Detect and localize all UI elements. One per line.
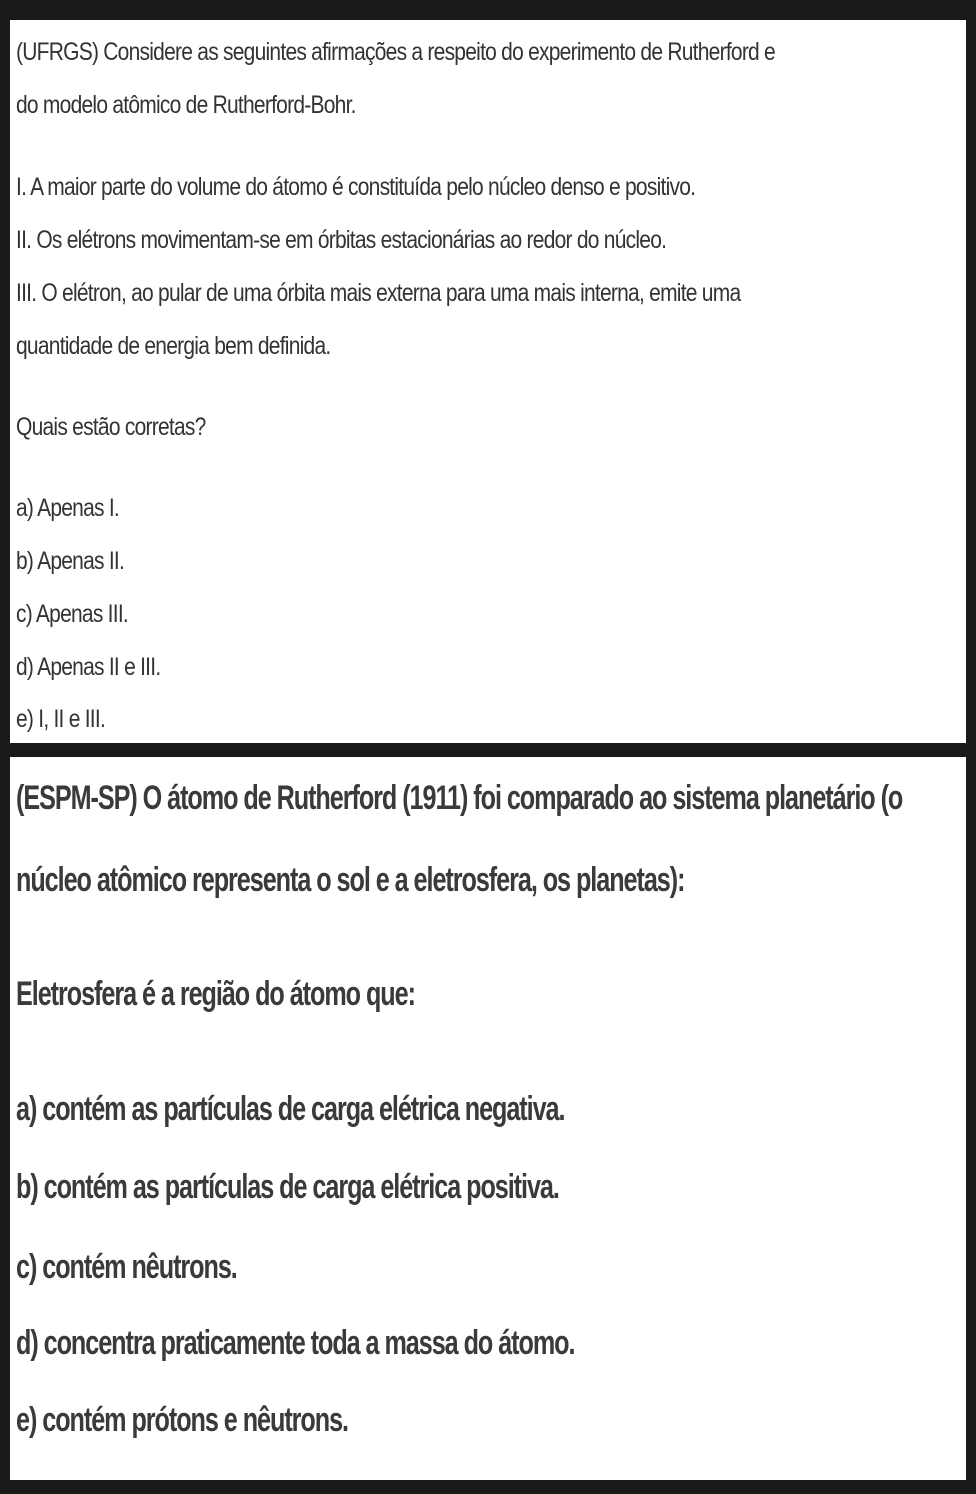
question-prompt: Eletrosfera é a região do átomo que:	[16, 975, 415, 1013]
question-card-espm	[10, 757, 966, 1480]
statement-3: III. O elétron, ao pular de uma órbita mais externa para uma mais interna, emite uma	[16, 279, 741, 307]
option-d: d) concentra praticamente toda a massa do átomo.	[16, 1324, 575, 1362]
question-intro-line-1: (UFRGS) Considere as seguintes afirmações a respeito do experimento de Rutherford e	[16, 38, 775, 66]
option-b: b) Apenas II.	[16, 547, 125, 575]
question-intro-line-2: do modelo atômico de Rutherford-Bohr.	[16, 91, 356, 119]
question-intro-line-2: núcleo atômico representa o sol e a eletrosfera, os planetas):	[16, 861, 685, 899]
question-intro-line-1: (ESPM-SP) O átomo de Rutherford (1911) foi comparado ao sistema planetário (o	[16, 779, 903, 817]
statement-3-continuation: quantidade de energia bem definida.	[16, 332, 331, 360]
option-e: e) I, II e III.	[16, 705, 106, 733]
option-d: d) Apenas II e III.	[16, 653, 161, 681]
statement-1: I. A maior parte do volume do átomo é constituída pelo núcleo denso e positivo.	[16, 173, 696, 201]
question-card-ufrgs	[10, 20, 966, 743]
option-c: c) Apenas III.	[16, 600, 128, 628]
option-c: c) contém nêutrons.	[16, 1248, 237, 1286]
option-a: a) Apenas I.	[16, 494, 120, 522]
option-a: a) contém as partículas de carga elétrica negativa.	[16, 1090, 565, 1128]
question-prompt: Quais estão corretas?	[16, 413, 206, 441]
statement-2: II. Os elétrons movimentam-se em órbitas estacionárias ao redor do núcleo.	[16, 226, 667, 254]
option-e: e) contém prótons e nêutrons.	[16, 1401, 349, 1439]
option-b: b) contém as partículas de carga elétrica positiva.	[16, 1168, 559, 1206]
